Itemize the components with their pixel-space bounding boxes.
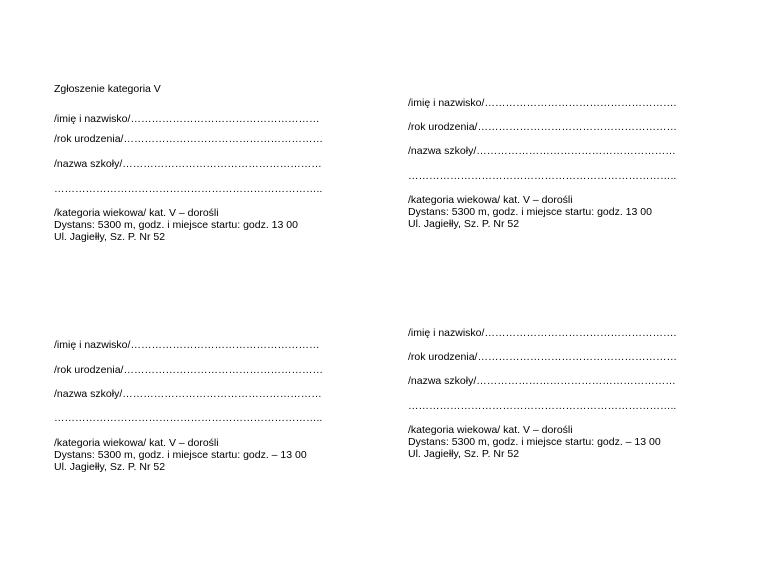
name-field[interactable]: /imię i nazwisko/………………………………………………. <box>408 327 677 339</box>
form-title: Zgłoszenie kategoria V <box>54 83 161 95</box>
blank-line[interactable]: ………………………………………………………………….. <box>408 170 677 182</box>
school-name-field[interactable]: /nazwa szkoły/………………………………………………… <box>54 388 322 400</box>
birth-year-field[interactable]: /rok urodzenia/………………………………………………… <box>54 364 323 376</box>
name-field[interactable]: /imię i nazwisko/……………………………………………… <box>54 339 320 351</box>
address: Ul. Jagiełły, Sz. P. Nr 52 <box>408 448 520 460</box>
age-category: /kategoria wiekowa/ kat. V – dorośli <box>54 437 219 449</box>
address: Ul. Jagiełły, Sz. P. Nr 52 <box>408 218 520 230</box>
address: Ul. Jagiełły, Sz. P. Nr 52 <box>54 231 166 243</box>
school-name-field[interactable]: /nazwa szkoły/………………………………………………… <box>54 158 322 170</box>
name-field[interactable]: /imię i nazwisko/………………………………………………. <box>408 97 677 109</box>
birth-year-field[interactable]: /rok urodzenia/………………………………………………… <box>54 133 323 145</box>
birth-year-field[interactable]: /rok urodzenia/………………………………………………… <box>408 121 677 133</box>
school-name-field[interactable]: /nazwa szkoły/………………………………………………… <box>408 375 676 387</box>
distance-info: Dystans: 5300 m, godz. i miejsce startu: godz. – 13 00 <box>408 436 661 448</box>
school-name-field[interactable]: /nazwa szkoły/………………………………………………… <box>408 145 676 157</box>
distance-info: Dystans: 5300 m, godz. i miejsce startu: godz. 13 00 <box>54 219 298 231</box>
blank-line[interactable]: ………………………………………………………………….. <box>408 400 677 412</box>
blank-line[interactable]: ………………………………………………………………….. <box>54 183 323 195</box>
age-category: /kategoria wiekowa/ kat. V – dorośli <box>408 194 573 206</box>
age-category: /kategoria wiekowa/ kat. V – dorośli <box>54 207 219 219</box>
name-field[interactable]: /imię i nazwisko/……………………………………………… <box>54 113 320 125</box>
age-category: /kategoria wiekowa/ kat. V – dorośli <box>408 424 573 436</box>
blank-line[interactable]: ………………………………………………………………….. <box>54 412 323 424</box>
address: Ul. Jagiełły, Sz. P. Nr 52 <box>54 461 166 473</box>
distance-info: Dystans: 5300 m, godz. i miejsce startu: godz. 13 00 <box>408 206 652 218</box>
distance-info: Dystans: 5300 m, godz. i miejsce startu: godz. – 13 00 <box>54 449 307 461</box>
birth-year-field[interactable]: /rok urodzenia/………………………………………………… <box>408 351 677 363</box>
